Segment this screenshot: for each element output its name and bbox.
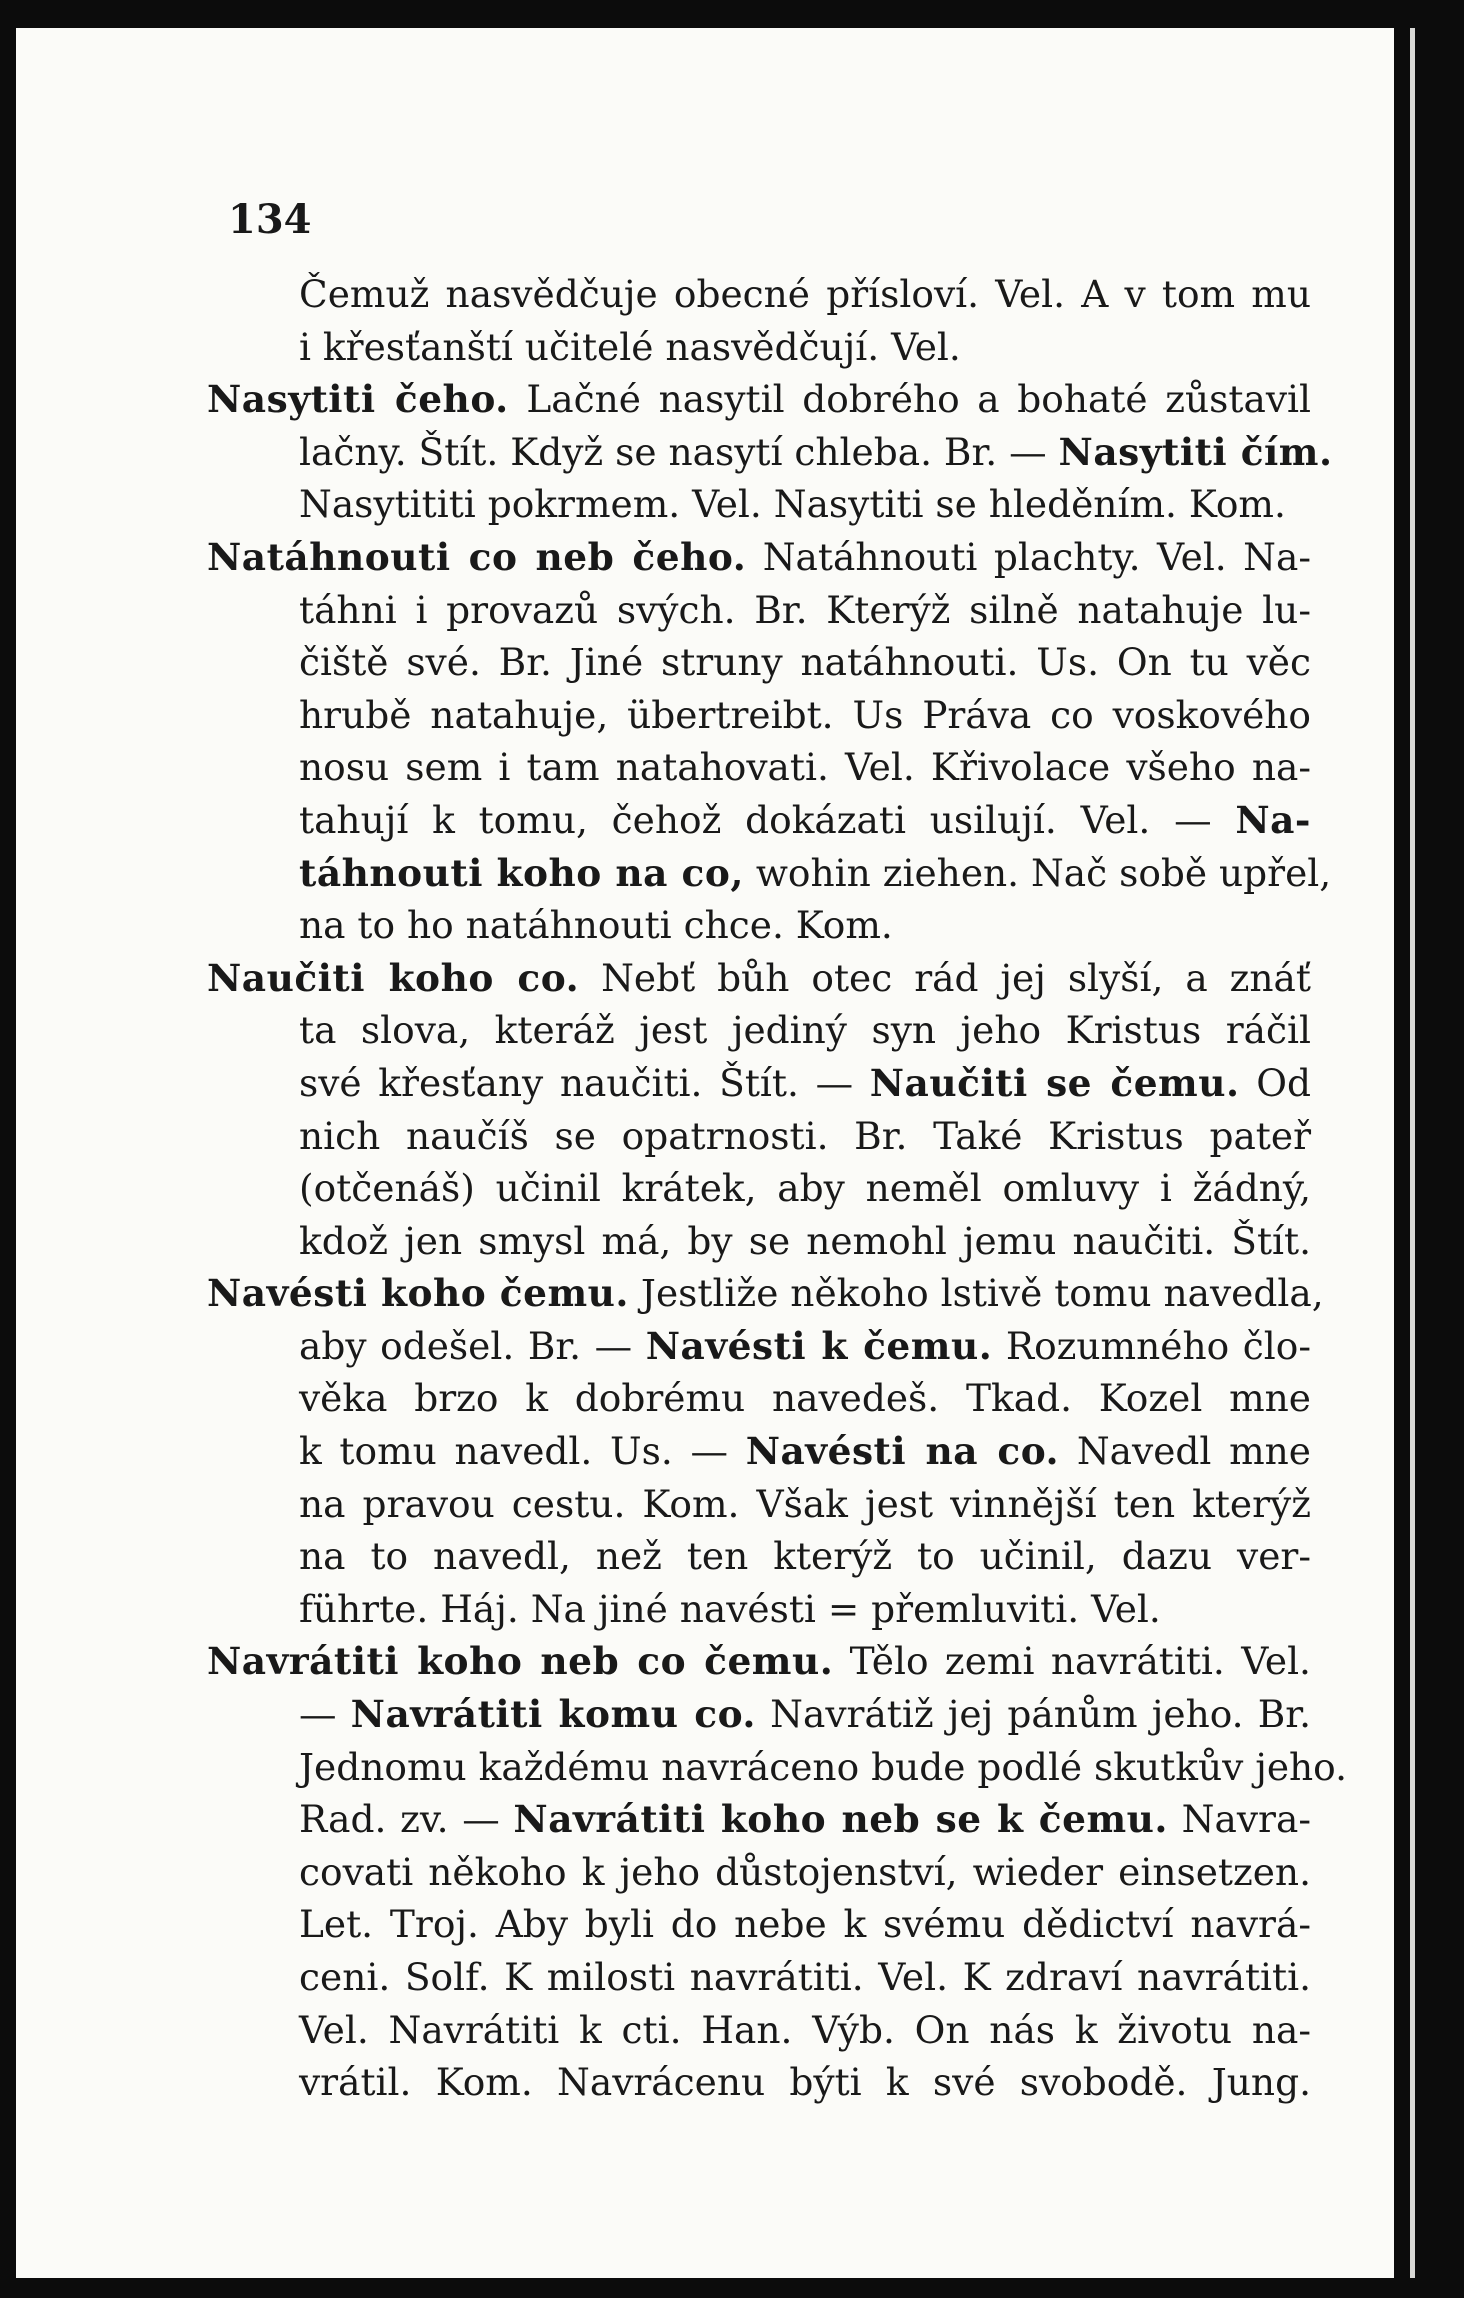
headword: Navésti k čemu. — [645, 1323, 993, 1368]
entry-first-line — [207, 1267, 1324, 1320]
page-number: 134 — [228, 196, 312, 243]
text-run: Jednomu každému navráceno bude podlé skutkův jeho. — [299, 1744, 1348, 1789]
text-line — [299, 1162, 1311, 1215]
text-line — [299, 478, 1311, 531]
headword: Navrátiti komu co. — [350, 1692, 756, 1737]
text-line — [299, 1057, 1311, 1110]
text-line — [299, 794, 1311, 847]
text-run: Natáhnouti plachty. Vel. Na- — [746, 534, 1311, 579]
text-run: nich naučíš se opatrnosti. Br. Také Kristus pateř — [299, 1113, 1311, 1158]
text-line — [299, 1793, 1311, 1846]
text-line — [299, 1372, 1311, 1425]
text-run: lačny. Štít. Když se nasytí chleba. Br. — — [299, 429, 1059, 474]
text-run: hrubě natahuje, übertreibt. Us Práva co voskového — [299, 692, 1311, 737]
headword: Natáhnouti co neb čeho. — [207, 534, 747, 579]
text-run: kdož jen smysl má, by se nemohl jemu naučiti. Štít. — [299, 1218, 1311, 1263]
text-run: Let. Troj. Aby byli do nebe k svému dědictví navrá- — [299, 1902, 1311, 1947]
text-run: Od — [1239, 1060, 1311, 1105]
text-line — [299, 899, 1311, 952]
text-line — [299, 1741, 1348, 1794]
text-line — [299, 1898, 1311, 1951]
text-line — [299, 636, 1311, 689]
text-run: i křesťanští učitelé nasvědčují. Vel. — [299, 324, 961, 369]
text-run: Čemuž nasvědčuje obecné přísloví. Vel. A v tom mu — [299, 272, 1311, 316]
headword: Nasytiti čeho. — [207, 377, 509, 422]
entry-first-line — [207, 531, 1311, 584]
text-run: táhni i provazů svých. Br. Kterýž silně natahuje lu- — [299, 587, 1311, 632]
text-run: Rad. zv. — — [299, 1797, 514, 1842]
text-line — [299, 1846, 1311, 1899]
text-run: führte. Háj. Na jiné navésti = přemluviti. Vel. — [299, 1586, 1161, 1631]
page-edge-divider — [1410, 28, 1415, 2278]
text-line — [299, 847, 1332, 900]
text-run: Vel. Navrátiti k cti. Han. Výb. On nás k životu na- — [299, 2007, 1311, 2052]
entry-first-line — [207, 952, 1311, 1005]
text-line — [299, 1425, 1311, 1478]
text-run: Nasytititi pokrmem. Vel. Nasytiti se hleděním. Kom. — [299, 482, 1286, 527]
headword: táhnouti koho na co, — [299, 850, 744, 895]
text-run: na to navedl, než ten kterýž to učinil, dazu ver- — [299, 1534, 1311, 1579]
text-run: nosu sem i tam natahovati. Vel. Křivolace všeho na- — [299, 745, 1311, 790]
text-line — [299, 1951, 1311, 2004]
text-line — [299, 321, 1311, 374]
headword: Navésti koho čemu. — [207, 1271, 629, 1316]
text-run: aby odešel. Br. — — [299, 1323, 646, 1368]
text-run: k tomu navedl. Us. — — [299, 1429, 746, 1474]
text-run: čiště své. Br. Jiné struny natáhnouti. Us. On tu věc — [299, 640, 1311, 685]
text-run: wohin ziehen. Nač sobě upřel, — [743, 850, 1332, 895]
text-run: — — [299, 1692, 351, 1737]
text-line — [299, 1688, 1311, 1741]
text-line — [299, 1110, 1311, 1163]
headword: Na- — [1235, 797, 1311, 842]
text-line — [299, 268, 1311, 321]
text-run: své křesťany naučiti. Štít. — — [299, 1060, 870, 1105]
text-run: (otčenáš) učinil krátek, aby neměl omluvy i žádný, — [299, 1166, 1311, 1211]
text-line — [299, 2056, 1311, 2109]
text-run: ceni. Solf. K milosti navrátiti. Vel. K zdraví navrátiti. — [299, 1955, 1311, 1999]
headword: Naučiti se čemu. — [869, 1060, 1240, 1105]
text-line — [299, 1583, 1311, 1636]
headword: Naučiti koho co. — [207, 955, 580, 1000]
book-page — [16, 28, 1394, 2278]
entry-first-line — [207, 373, 1311, 426]
text-run: na to ho natáhnouti chce. Kom. — [299, 903, 893, 948]
headword: Navrátiti koho neb se k čemu. — [513, 1797, 1168, 1842]
text-line — [299, 689, 1311, 742]
text-run: covati někoho k jeho důstojenství, wieder einsetzen. — [299, 1849, 1311, 1894]
text-run: Navra- — [1167, 1797, 1311, 1842]
entry-first-line — [207, 1635, 1311, 1688]
dictionary-text — [207, 268, 1348, 2109]
text-run: věka brzo k dobrému navedeš. Tkad. Kozel mne — [299, 1376, 1311, 1421]
text-line — [299, 1004, 1311, 1057]
text-run: Jestliže někoho lstivě tomu navedla, — [628, 1271, 1324, 1316]
text-run: Nebť bůh otec rád jej slyší, a znáť — [579, 955, 1311, 1000]
text-line — [299, 1530, 1311, 1583]
text-line — [299, 2004, 1311, 2057]
text-run: tahují k tomu, čehož dokázati usilují. Vel. — — [299, 797, 1236, 842]
headword: Nasytiti čím. — [1058, 429, 1333, 474]
text-line — [299, 741, 1311, 794]
text-run: vrátil. Kom. Navrácenu býti k své svobodě. Jung. — [299, 2060, 1311, 2105]
text-line — [299, 1215, 1311, 1268]
text-run: Lačné nasytil dobrého a bohaté zůstavil — [508, 377, 1311, 422]
text-run: ta slova, kteráž jest jediný syn jeho Kristus ráčil — [299, 1008, 1311, 1053]
text-run: Navrátiž jej pánům jeho. Br. — [756, 1692, 1312, 1737]
text-line — [299, 426, 1333, 479]
text-run: Rozumného člo- — [992, 1323, 1312, 1368]
text-run: Navedl mne — [1059, 1429, 1311, 1474]
text-run: na pravou cestu. Kom. Však jest vinnější ten kterýž — [299, 1481, 1311, 1526]
text-line — [299, 1478, 1311, 1531]
headword: Navrátiti koho neb co čemu. — [207, 1639, 834, 1684]
headword: Navésti na co. — [745, 1429, 1060, 1474]
text-line — [299, 1320, 1311, 1373]
text-line — [299, 584, 1311, 637]
text-run: Tělo zemi navrátiti. Vel. — [833, 1639, 1311, 1684]
